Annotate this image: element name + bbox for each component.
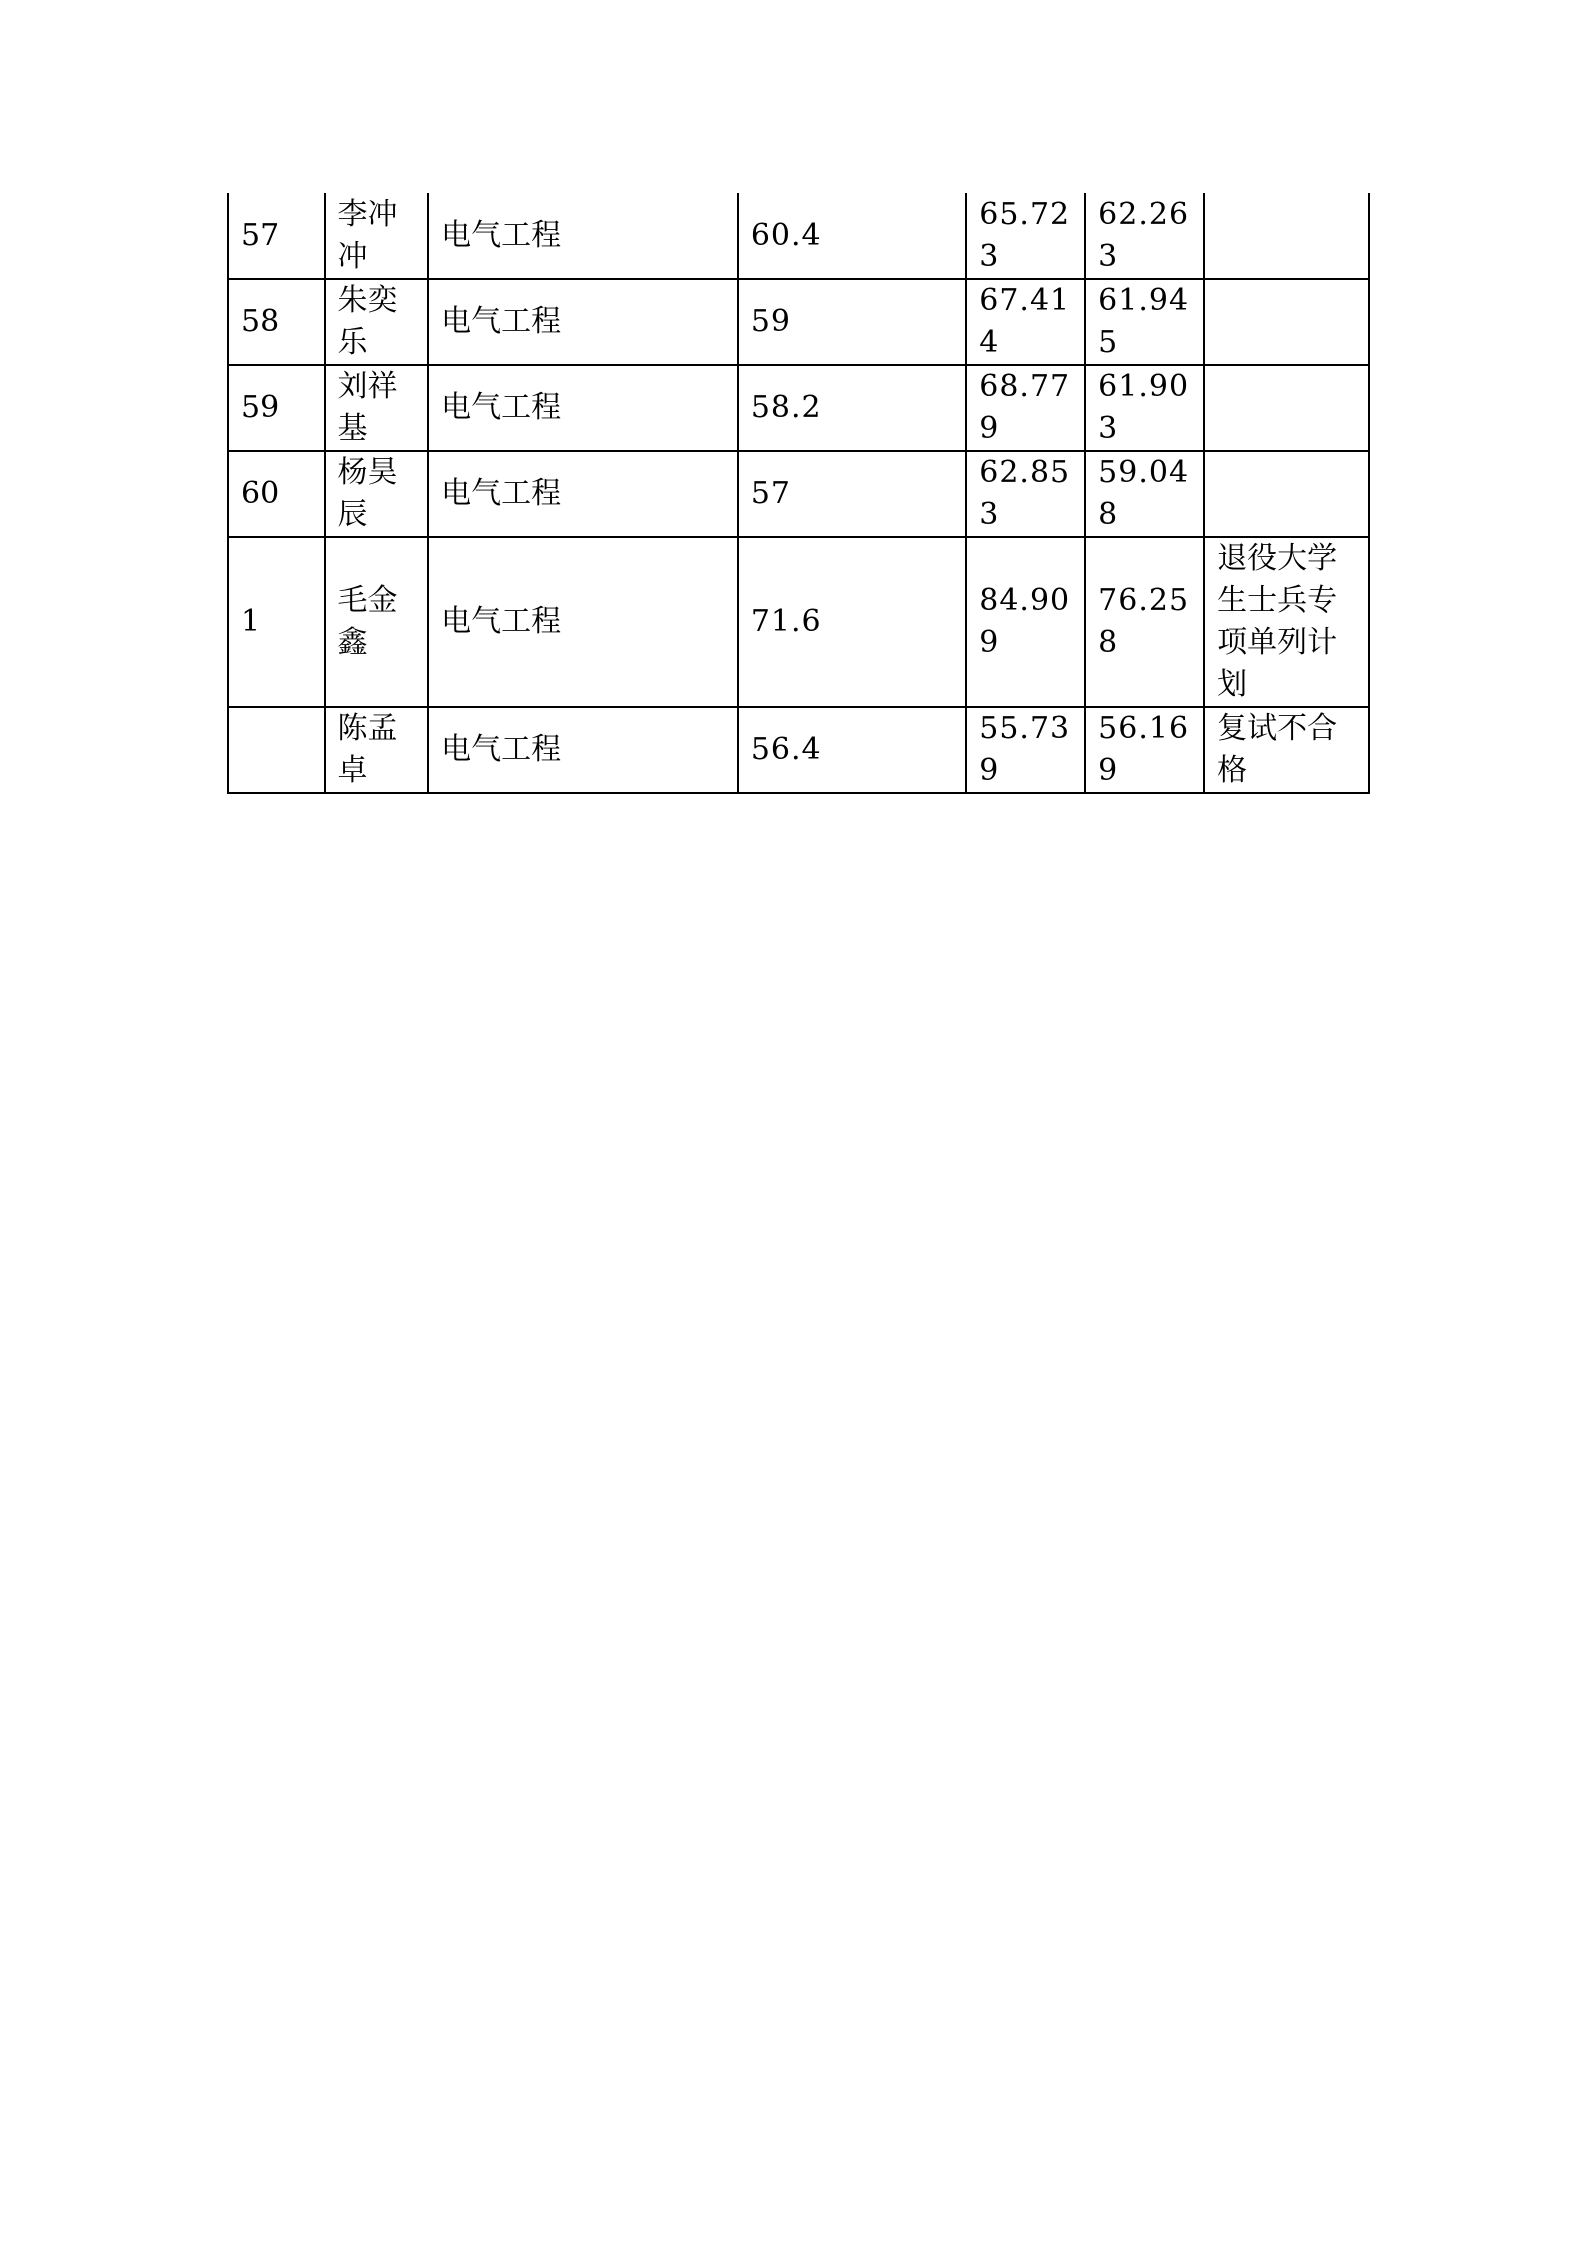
- candidate-name: 朱奕乐: [325, 279, 429, 365]
- initial-score: 71.6: [738, 537, 966, 707]
- major: 电气工程: [428, 537, 738, 707]
- retest-score: 84.909: [966, 537, 1085, 707]
- note: [1204, 451, 1369, 537]
- total-score: 62.263: [1085, 193, 1204, 279]
- retest-score: 62.853: [966, 451, 1085, 537]
- candidate-name: 李冲冲: [325, 193, 429, 279]
- major: 电气工程: [428, 707, 738, 793]
- table-row: [228, 365, 1369, 451]
- table-row: [228, 451, 1369, 537]
- row-index: 59: [228, 365, 325, 451]
- retest-score: 65.723: [966, 193, 1085, 279]
- retest-score: 67.414: [966, 279, 1085, 365]
- major: 电气工程: [428, 365, 738, 451]
- row-index: 60: [228, 451, 325, 537]
- retest-score: 68.779: [966, 365, 1085, 451]
- initial-score: 58.2: [738, 365, 966, 451]
- table-row: [228, 537, 1369, 707]
- note: [1204, 193, 1369, 279]
- major: 电气工程: [428, 451, 738, 537]
- candidate-name: 陈孟卓: [325, 707, 429, 793]
- initial-score: 60.4: [738, 193, 966, 279]
- candidate-name: 毛金鑫: [325, 537, 429, 707]
- note: [1204, 365, 1369, 451]
- note: 复试不合格: [1204, 707, 1369, 793]
- retest-score: 55.739: [966, 707, 1085, 793]
- total-score: 61.903: [1085, 365, 1204, 451]
- row-index: 1: [228, 537, 325, 707]
- table-row: [228, 707, 1369, 793]
- table-row: [228, 279, 1369, 365]
- row-index: 58: [228, 279, 325, 365]
- table-row: [228, 193, 1369, 279]
- major: 电气工程: [428, 279, 738, 365]
- initial-score: 57: [738, 451, 966, 537]
- total-score: 61.945: [1085, 279, 1204, 365]
- total-score: 59.048: [1085, 451, 1204, 537]
- candidate-name: 杨昊辰: [325, 451, 429, 537]
- note: [1204, 279, 1369, 365]
- major: 电气工程: [428, 193, 738, 279]
- candidate-name: 刘祥基: [325, 365, 429, 451]
- total-score: 56.169: [1085, 707, 1204, 793]
- score-table: [227, 193, 1370, 794]
- note: 退役大学生士兵专项单列计划: [1204, 537, 1369, 707]
- row-index: [228, 707, 325, 793]
- initial-score: 56.4: [738, 707, 966, 793]
- initial-score: 59: [738, 279, 966, 365]
- total-score: 76.258: [1085, 537, 1204, 707]
- row-index: 57: [228, 193, 325, 279]
